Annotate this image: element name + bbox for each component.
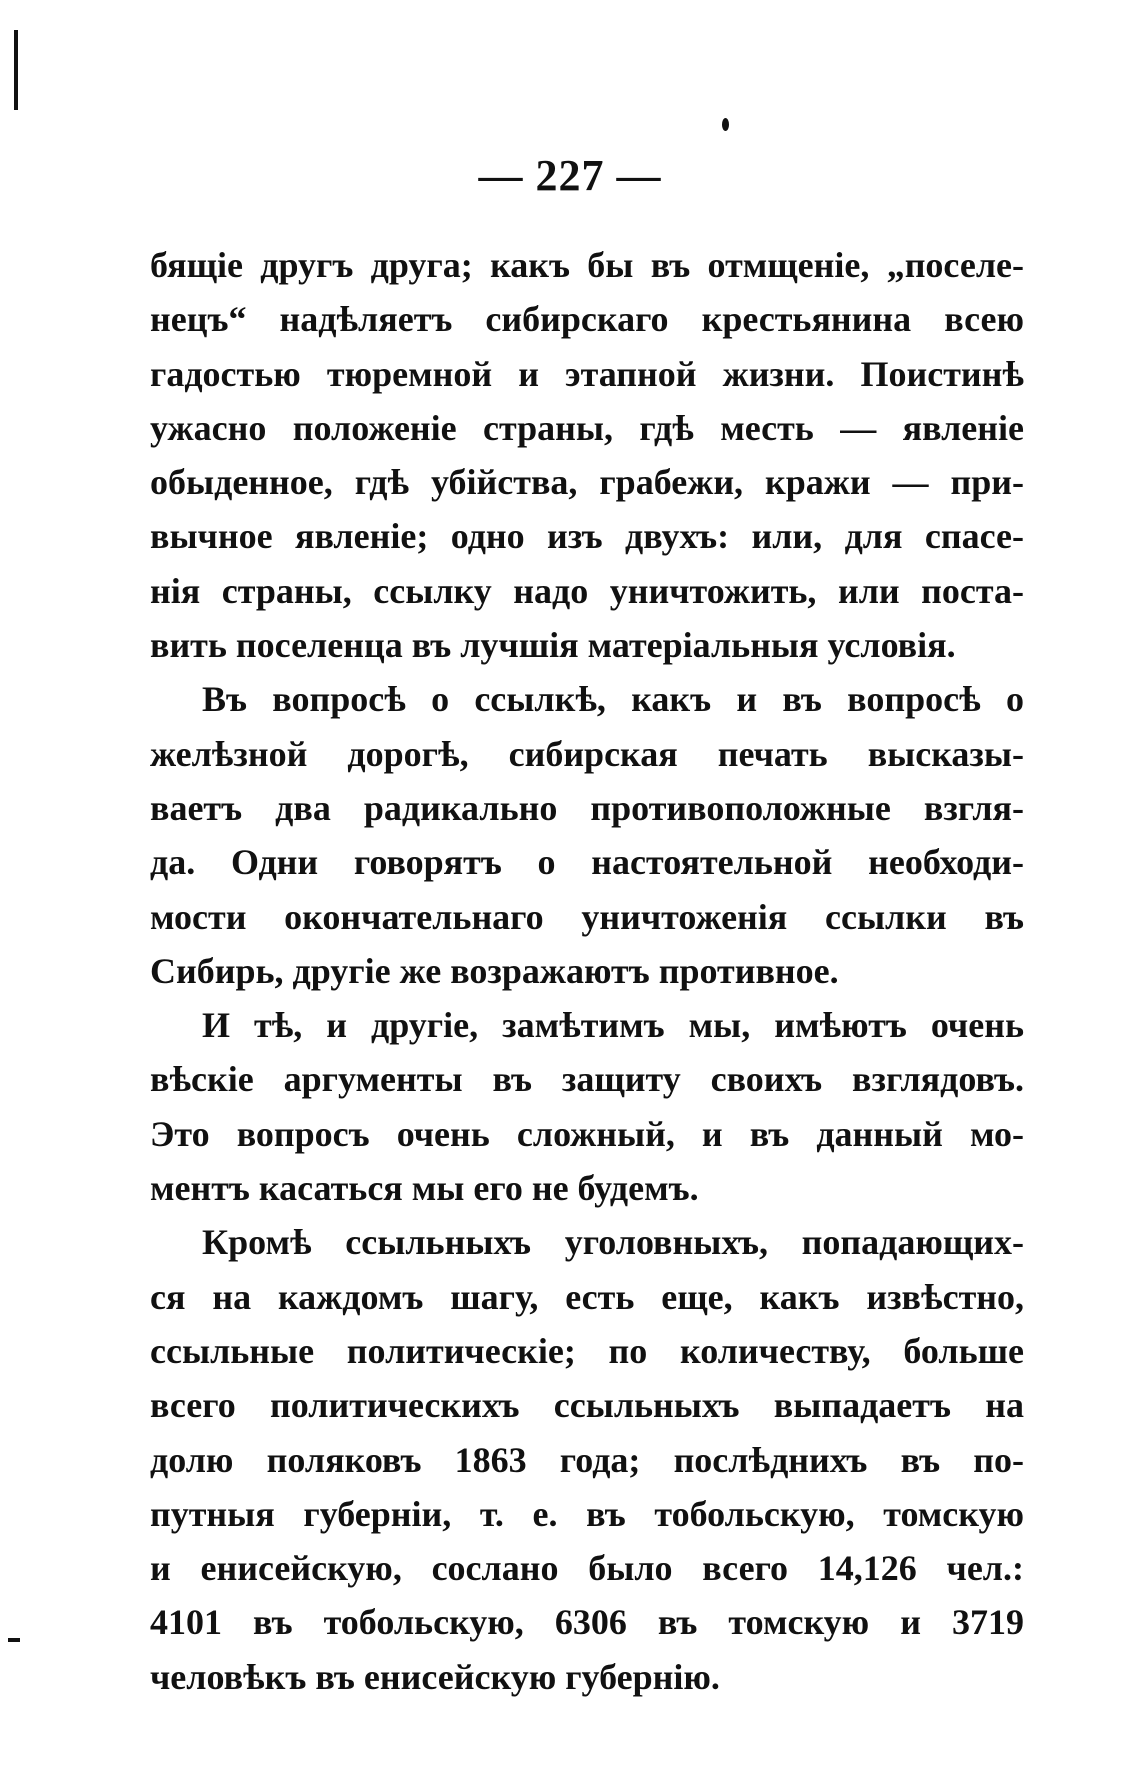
text-line: вить поселенца въ лучшія матеріальныя условія. <box>150 625 956 666</box>
text-line: Это вопросъ очень сложный, и въ данный мо- <box>150 1113 1024 1154</box>
ink-speck <box>722 118 729 131</box>
text-line: гадостью тюремной и этапной жизни. Поистинѣ <box>150 353 1024 394</box>
text-line: путныя губерніи, т. е. въ тобольскую, томскую <box>150 1493 1024 1534</box>
text-line: обыденное, гдѣ убійства, грабежи, кражи — при- <box>150 462 1024 503</box>
text-line: и енисейскую, сослано было всего 14,126 чел.: <box>150 1548 1024 1589</box>
text-line: ся на каждомъ шагу, есть еще, какъ извѣстно, <box>150 1276 1024 1317</box>
text-line: вычное явленіе; одно изъ двухъ: или, для спасе- <box>150 516 1024 557</box>
body-text <box>150 238 1024 1704</box>
scan-edge-tick <box>8 1638 20 1642</box>
text-line: ваетъ два радикально противоположные взгля- <box>150 787 1024 828</box>
text-line: мости окончательнаго уничтоженія ссылки въ <box>150 896 1024 937</box>
text-line: желѣзной дорогѣ, сибирская печать высказы- <box>150 733 1024 774</box>
text-line: да. Одни говорятъ о настоятельной необходи- <box>150 842 1024 883</box>
text-line: И тѣ, и другіе, замѣтимъ мы, имѣютъ очень <box>202 1005 1024 1046</box>
text-line: 4101 въ тобольскую, 6306 въ томскую и 3719 <box>150 1602 1024 1643</box>
page-number: — 227 — <box>478 151 662 200</box>
scan-edge-mark <box>14 30 18 110</box>
text-line: Въ вопросѣ о ссылкѣ, какъ и въ вопросѣ о <box>202 679 1024 720</box>
text-line: нія страны, ссылку надо уничтожить, или поста- <box>150 570 1024 611</box>
text-line: долю поляковъ 1863 года; послѣднихъ въ по- <box>150 1439 1024 1480</box>
text-line: ужасно положеніе страны, гдѣ месть — явленіе <box>150 407 1024 448</box>
text-line: Сибирь, другіе же возражаютъ противное. <box>150 950 839 991</box>
text-line: Кромѣ ссыльныхъ уголовныхъ, попадающих- <box>202 1222 1024 1263</box>
text-line: ментъ касаться мы его не будемъ. <box>150 1168 699 1209</box>
text-line: ссыльные политическіе; по количеству, больше <box>150 1330 1024 1371</box>
text-line: нецъ“ надѣляетъ сибирскаго крестьянина всею <box>150 299 1024 340</box>
text-line: бящіе другъ друга; какъ бы въ отмщеніе, „поселе- <box>150 245 1024 285</box>
text-line: всего политическихъ ссыльныхъ выпадаетъ на <box>150 1385 1024 1426</box>
text-line: человѣкъ въ енисейскую губернію. <box>150 1656 720 1697</box>
text-line: вѣскіе аргументы въ защиту своихъ взглядовъ. <box>150 1059 1024 1100</box>
